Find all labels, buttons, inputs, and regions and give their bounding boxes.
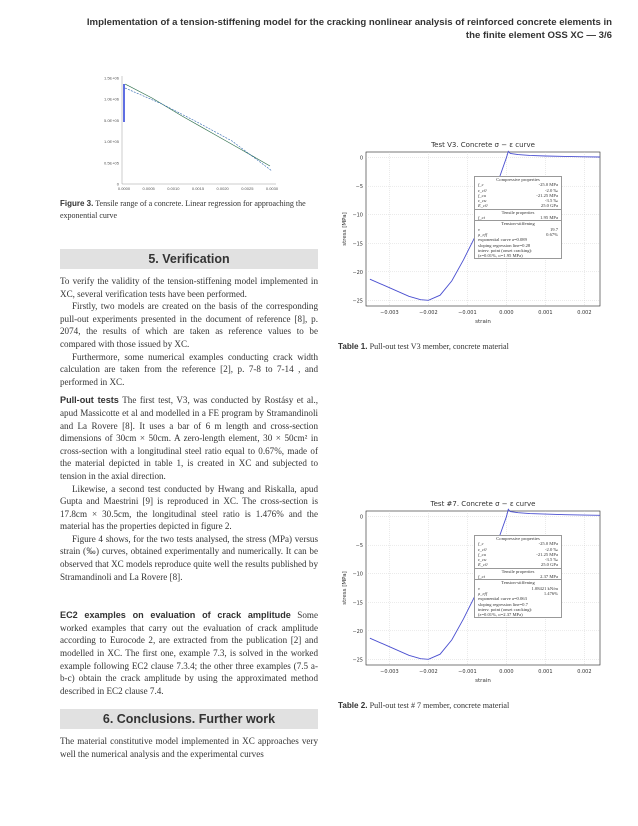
verification-paragraph-3: Furthermore, some numerical examples conducting crack width calculation are taken from the reference [2], p. 7-8 to 7-14 , and performed in XC. (60, 351, 318, 387)
header-line-1: Implementation of a tension-stiffening model for the cracking nonlinear analysis of reinforced concrete elements in (86, 17, 612, 28)
compressive-properties-title: Compressive properties (496, 536, 540, 541)
y-tick-label: −25 (352, 657, 363, 664)
chart-title: Test V3. Concrete σ − ε curve (431, 141, 535, 149)
table-2-text: Pull-out test # 7 member, concrete material (367, 701, 510, 710)
pullout-text-1: The first test, V3, was conducted by Rostásy et al., apud Massicotte et al and modelled in a FE program by Stramandinoli and La Rovere [8]. It uses a bar of 6 m length and cross-section dimensions of 30cm × 50cm. A zero-length element, 30 × 50cm² in cross-section with a longitudinal steel ratio equal to 0.67%, made of the material depicted in table 1, is created in XC and subjected to tension in the axial direction. (60, 395, 318, 481)
x-tick-label: −0.003 (380, 669, 399, 675)
verification-paragraph-1: To verify the validity of the tension-stiffening model implemented in XC, several verification tests have been performed. (60, 276, 318, 299)
property-note: (ε=0.01%, σ=1.95 MPa) (478, 253, 523, 259)
property-value: 2.37 MPa (540, 574, 558, 580)
fig3-y-tick-label: 0.5E+05 (103, 160, 119, 166)
property-symbol: f_c (478, 541, 484, 547)
y-tick-label: −20 (352, 269, 363, 276)
header-line-2: the finite element OSS XC — 3/6 (465, 30, 612, 41)
property-symbol: ε_cu (478, 198, 487, 204)
property-value: -25.0 MPa (538, 182, 558, 188)
x-tick-label: 0.000 (499, 669, 514, 675)
tensile-properties-title: Tensile properties (475, 209, 561, 215)
chart-test-v3-svg (338, 136, 608, 336)
chart-test-7 (338, 495, 608, 695)
property-symbol: f_ct (478, 215, 485, 221)
fig3-x-tick-label: 0.0010 (167, 186, 180, 191)
ec2-text: Some worked examples that carry out the evaluation of crack amplitude according to Eurocode 2, are extracted from the publication [2] and modelled in XC. The first one, example 7.3, is solved in the worked example following EC2 clause 7.3.4; the other three examples (7.5 a-b-c) obtain the crack amplitude by using the approximated method described in EC2 clause 7.4. (60, 610, 318, 696)
section-heading-conclusions: 6. Conclusions. Further work (60, 709, 318, 729)
property-symbol: f_cu (478, 551, 486, 557)
y-axis-label: stress [MPa] (342, 571, 348, 605)
table-1-label: Table 1. (338, 342, 368, 351)
figure-3-caption (60, 198, 318, 221)
verification-paragraph-2: Firstly, two models are created on the basis of the corresponding pull-out experiments presented in the document of reference [8], p. 2074, the results of which are taken as reference values to be compared with those issued by XC. (60, 301, 318, 349)
property-symbol: ν (478, 226, 481, 232)
chart-test-7-properties-box (474, 535, 562, 618)
table-2-label: Table 2. (338, 701, 368, 710)
property-symbol: E_c0 (478, 562, 488, 568)
y-tick-label: −10 (352, 571, 363, 578)
table-1-text: Pull-out test V3 member, concrete material (367, 342, 509, 351)
property-symbol: ε_cu (478, 557, 487, 563)
y-tick-label: 0 (359, 514, 363, 521)
figure-3-text: Tensile range of a concrete. Linear regression for approaching the exponential curve (60, 199, 306, 220)
chart-test-v3 (338, 136, 608, 336)
y-tick-label: −20 (352, 628, 363, 635)
table-1-caption (338, 342, 608, 351)
property-row (475, 562, 561, 567)
property-value: -25.0 MPa (538, 541, 558, 547)
property-symbol: E_c0 (478, 203, 488, 209)
property-symbol: ε_c0 (478, 546, 487, 552)
property-note: sloping regression line=0.7 (478, 601, 528, 607)
left-column (60, 70, 318, 761)
property-symbol: f_ct (478, 574, 485, 580)
chart-title: Test #7. Concrete σ − ε curve (430, 500, 536, 508)
fig3-x-tick-label: 0.0025 (241, 186, 254, 191)
figure-3-label: Figure 3. (60, 199, 94, 208)
compressive-properties-title: Compressive properties (496, 177, 540, 182)
x-tick-label: −0.002 (419, 669, 438, 675)
fig3-x-tick-label: 0.0015 (191, 186, 205, 191)
fig3-y-tick-label: 1.0E+05 (103, 139, 119, 145)
figure-3 (92, 70, 282, 194)
x-tick-label: −0.003 (380, 310, 399, 316)
x-axis-label: strain (475, 319, 491, 325)
fig3-regression-line (125, 88, 272, 171)
property-value: 25.0 GPa (540, 203, 558, 209)
property-row (475, 574, 561, 579)
y-tick-label: −15 (352, 241, 363, 248)
x-tick-label: 0.002 (577, 669, 592, 675)
tensile-properties-title: Tensile properties (475, 568, 561, 574)
property-symbol: ρ_eff (478, 590, 488, 596)
fig3-x-tick-label: 0.0000 (117, 186, 131, 191)
x-tick-label: 0.001 (538, 310, 553, 316)
fig3-x-tick-label: 0.0005 (142, 186, 155, 191)
fig3-x-tick-label: 0.0030 (265, 186, 279, 191)
x-tick-label: −0.001 (458, 669, 477, 675)
y-tick-label: 0 (359, 155, 363, 162)
fig3-y-tick-label: 1.5E+06 (103, 75, 119, 81)
section-heading-verification: 5. Verification (60, 249, 318, 269)
y-tick-label: −5 (355, 543, 363, 550)
property-value: -2.0 ‰ (544, 546, 558, 552)
property-value: -3.5 ‰ (544, 557, 558, 563)
pullout-paragraph-3: Figure 4 shows, for the two tests analysed, the stress (MPa) versus strain (‰) curves, obtained experimentally and numerically. It can be observed that XC models reproduce quite well the results published by Stramandinoli and La Rovere [8]. (60, 533, 318, 582)
property-symbol: ε_c0 (478, 187, 487, 193)
ec2-heading: EC2 examples on evaluation of crack amplitude (60, 610, 291, 621)
pullout-heading: Pull-out tests (60, 395, 119, 406)
figure-3-plot (92, 70, 282, 194)
chart-test-v3-properties-box (474, 176, 562, 259)
tension-stiffening-title: Tension-stiffening (475, 220, 561, 226)
fig3-x-tick-label: 0.0020 (216, 186, 229, 191)
property-note: interv. point (onset cracking): (478, 606, 533, 612)
property-row (475, 203, 561, 208)
y-tick-label: −15 (352, 600, 363, 607)
property-value: 1.476% (543, 590, 558, 596)
ec2-paragraph (60, 609, 318, 697)
property-note: exponential curve a=0.063 (478, 596, 527, 602)
fig3-exponential-curve (125, 84, 270, 166)
pullout-paragraph-2: Likewise, a second test conducted by Hwang and Riskalla, apud Gupta and Maestrini [9] is reproduced in XC. The cross-section is 17.8cm × 30.5cm, the longitudinal steel ratio is 1.476% and the material has the properties depicted in figure 2. (60, 483, 318, 532)
property-note: exponential curve a=0.089 (478, 237, 527, 243)
property-symbol: ν (478, 585, 481, 591)
y-tick-label: −5 (355, 184, 363, 191)
property-value: 1.95 MPa (540, 215, 558, 221)
fig3-y-tick-label: 5.0E+05 (103, 117, 119, 123)
pullout-paragraph-1 (60, 394, 318, 482)
x-tick-label: 0.001 (538, 669, 553, 675)
property-note: sloping regression line=0.28 (478, 242, 531, 248)
property-symbol: f_c (478, 182, 484, 188)
property-note: interv. point (onset cracking): (478, 247, 533, 253)
fig3-y-tick-label: 0 (116, 181, 119, 187)
x-axis-label: strain (475, 678, 491, 684)
property-value: 19.7 (549, 226, 558, 232)
property-value: 0.67% (546, 231, 558, 237)
x-tick-label: −0.001 (458, 310, 477, 316)
property-symbol: ρ_eff (478, 231, 488, 237)
property-value: -21.25 MPa (536, 192, 558, 198)
property-value: 1.08421 kN/m (531, 585, 558, 591)
table-2-caption (338, 701, 608, 710)
property-value: -21.25 MPa (536, 551, 558, 557)
y-tick-label: −10 (352, 212, 363, 219)
property-value: -2.0 ‰ (544, 187, 558, 193)
right-column (338, 136, 608, 710)
property-value: 25.0 GPa (540, 562, 558, 568)
y-axis-label: stress [MPa] (342, 212, 348, 246)
x-tick-label: −0.002 (419, 310, 438, 316)
property-note: (ε=0.01%, σ=2.37 MPa) (478, 612, 523, 618)
property-row (475, 215, 561, 220)
chart-test-7-svg (338, 495, 608, 695)
property-symbol: f_cu (478, 192, 486, 198)
property-value: -3.5 ‰ (544, 198, 558, 204)
running-header (30, 16, 612, 42)
conclusions-paragraph-1: The material constitutive model implemented in XC approaches very well the numerical analysis and the experimental curves (60, 736, 318, 759)
y-tick-label: −25 (352, 298, 363, 305)
x-tick-label: 0.000 (499, 310, 514, 316)
tension-stiffening-title: Tension-stiffening (475, 579, 561, 585)
fig3-y-tick-label: 1.0E+06 (103, 96, 119, 102)
x-tick-label: 0.002 (577, 310, 592, 316)
